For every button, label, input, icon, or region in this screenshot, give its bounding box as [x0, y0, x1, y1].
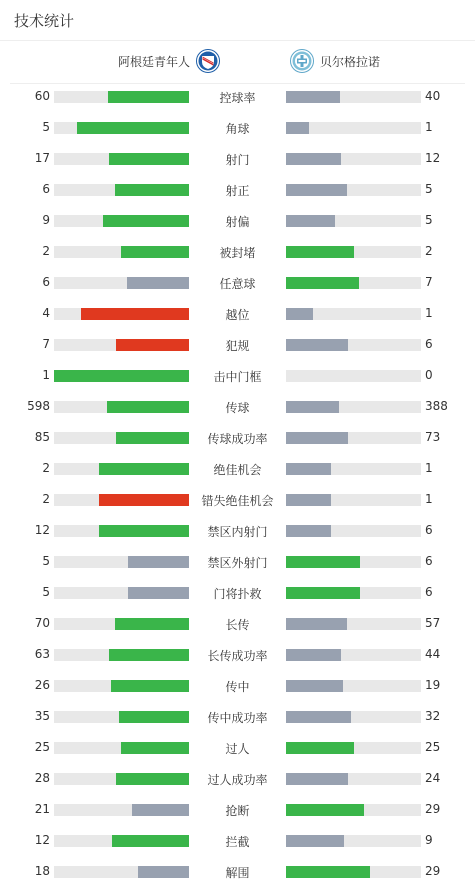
home-stat-value: 28	[34, 771, 50, 785]
home-stat-bar-track	[54, 649, 189, 661]
away-stat-bar-fill	[286, 711, 351, 723]
away-stat-value: 7	[425, 275, 433, 289]
home-stat-value: 7	[42, 337, 50, 351]
page-header	[0, 0, 475, 41]
teams-header	[10, 41, 465, 84]
home-stat-value: 26	[34, 678, 50, 692]
away-stat-value: 12	[425, 151, 441, 165]
stat-name: 击中门框	[213, 370, 262, 384]
away-stat-bar-fill	[286, 153, 341, 165]
home-stat-bar-track	[54, 401, 189, 413]
stat-row	[0, 392, 475, 423]
away-stat-bar-fill	[286, 742, 354, 754]
away-stat-bar-track	[286, 804, 421, 816]
away-stat-bar-track	[286, 122, 421, 134]
home-stat-bar-track	[54, 91, 189, 103]
away-stat-bar-fill	[286, 804, 364, 816]
home-stat-bar-fill	[77, 122, 189, 134]
home-stat-bar-fill	[119, 711, 189, 723]
stat-name: 禁区内射门	[207, 525, 268, 539]
home-stat-value: 2	[42, 461, 50, 475]
stat-row	[0, 826, 475, 857]
away-stat-value: 25	[425, 740, 441, 754]
away-stat-value: 6	[425, 554, 433, 568]
stat-row	[0, 795, 475, 826]
stat-row	[0, 237, 475, 268]
away-stat-bar-fill	[286, 215, 335, 227]
stats-list	[0, 82, 475, 888]
argentinos-juniors-crest-icon	[196, 49, 220, 73]
away-stat-bar-track	[286, 680, 421, 692]
home-stat-value: 18	[34, 864, 50, 878]
home-stat-bar-fill	[107, 401, 189, 413]
away-stat-bar-fill	[286, 525, 331, 537]
away-stat-bar-fill	[286, 277, 359, 289]
stat-row	[0, 702, 475, 733]
away-stat-bar-track	[286, 649, 421, 661]
away-stat-bar-track	[286, 463, 421, 475]
stat-name: 传中	[225, 680, 250, 694]
away-stat-value: 6	[425, 585, 433, 599]
stat-name: 拦截	[225, 835, 250, 849]
home-stat-bar-fill	[116, 432, 189, 444]
stat-name: 角球	[225, 122, 250, 136]
away-stat-bar-track	[286, 742, 421, 754]
away-stat-value: 388	[425, 399, 448, 413]
away-stat-bar-fill	[286, 184, 347, 196]
away-stat-bar-track	[286, 184, 421, 196]
away-stat-bar-track	[286, 835, 421, 847]
stat-name: 长传	[225, 618, 250, 632]
away-stat-bar-track	[286, 370, 421, 382]
home-stat-bar-fill	[103, 215, 189, 227]
home-stat-value: 12	[34, 833, 50, 847]
home-stat-bar-track	[54, 463, 189, 475]
away-stat-bar-track	[286, 494, 421, 506]
home-stat-bar-track	[54, 525, 189, 537]
away-stat-value: 5	[425, 213, 433, 227]
stat-name: 过人成功率	[207, 773, 268, 787]
stat-row	[0, 857, 475, 888]
home-stat-bar-track	[54, 742, 189, 754]
away-stat-bar-track	[286, 277, 421, 289]
stat-row	[0, 454, 475, 485]
belgrano-crest-icon	[290, 49, 314, 73]
home-stat-bar-fill	[99, 494, 189, 506]
away-stat-bar-fill	[286, 866, 370, 878]
stat-row	[0, 733, 475, 764]
away-stat-bar-fill	[286, 556, 360, 568]
page-title: 技术统计	[14, 12, 75, 30]
stat-name: 被封堵	[219, 246, 256, 260]
home-stat-bar-fill	[108, 91, 189, 103]
home-stat-bar-track	[54, 122, 189, 134]
home-stat-value: 12	[34, 523, 50, 537]
away-stat-bar-fill	[286, 494, 331, 506]
away-stat-bar-track	[286, 246, 421, 258]
stat-name: 射门	[225, 153, 250, 167]
home-stat-bar-track	[54, 339, 189, 351]
home-stat-bar-fill	[81, 308, 189, 320]
away-stat-value: 9	[425, 833, 433, 847]
home-stat-value: 9	[42, 213, 50, 227]
away-stat-bar-track	[286, 153, 421, 165]
away-stat-value: 19	[425, 678, 441, 692]
away-stat-value: 40	[425, 89, 441, 103]
home-stat-bar-fill	[109, 649, 189, 661]
stat-row	[0, 206, 475, 237]
home-stat-value: 35	[34, 709, 50, 723]
stat-name: 解围	[225, 866, 250, 880]
home-stat-bar-fill	[128, 587, 189, 599]
away-stat-bar-fill	[286, 432, 348, 444]
home-stat-bar-track	[54, 246, 189, 258]
home-stat-value: 598	[27, 399, 50, 413]
away-stat-bar-track	[286, 401, 421, 413]
home-stat-bar-track	[54, 215, 189, 227]
stat-name: 传球成功率	[207, 432, 268, 446]
stat-name: 犯规	[225, 339, 250, 353]
away-stat-bar-fill	[286, 122, 309, 134]
stat-row	[0, 175, 475, 206]
away-stat-bar-track	[286, 773, 421, 785]
home-stat-value: 6	[42, 182, 50, 196]
stat-name: 射正	[225, 184, 250, 198]
home-stat-bar-fill	[115, 618, 189, 630]
home-stat-bar-track	[54, 432, 189, 444]
home-team-name: 阿根廷青年人	[117, 54, 190, 69]
stat-row	[0, 423, 475, 454]
home-stat-value: 5	[42, 585, 50, 599]
stat-row	[0, 268, 475, 299]
home-stat-bar-fill	[99, 525, 189, 537]
stat-name: 传中成功率	[207, 711, 268, 725]
away-stat-bar-fill	[286, 835, 344, 847]
stat-name: 控球率	[219, 91, 256, 105]
away-stat-bar-fill	[286, 308, 313, 320]
home-stat-bar-fill	[121, 246, 189, 258]
away-stat-bar-track	[286, 866, 421, 878]
home-stat-bar-track	[54, 494, 189, 506]
away-stat-bar-fill	[286, 339, 348, 351]
away-stat-value: 6	[425, 523, 433, 537]
away-stat-bar-fill	[286, 587, 360, 599]
away-stat-bar-track	[286, 587, 421, 599]
home-stat-bar-track	[54, 277, 189, 289]
home-stat-value: 2	[42, 492, 50, 506]
away-stat-value: 6	[425, 337, 433, 351]
stat-row	[0, 299, 475, 330]
home-stat-bar-fill	[115, 184, 189, 196]
stat-name: 门将扑救	[213, 587, 262, 601]
away-stat-bar-fill	[286, 773, 348, 785]
home-stat-bar-fill	[99, 463, 189, 475]
home-stat-value: 63	[34, 647, 50, 661]
away-stat-bar-track	[286, 308, 421, 320]
home-stat-bar-track	[54, 618, 189, 630]
away-stat-bar-fill	[286, 680, 343, 692]
home-stat-bar-track	[54, 308, 189, 320]
away-stat-value: 73	[425, 430, 441, 444]
home-stat-value: 25	[34, 740, 50, 754]
away-stat-bar-fill	[286, 91, 340, 103]
away-stat-value: 29	[425, 802, 441, 816]
home-stat-value: 70	[34, 616, 50, 630]
stat-name: 长传成功率	[207, 649, 268, 663]
stat-row	[0, 82, 475, 113]
stat-row	[0, 609, 475, 640]
home-stat-value: 1	[42, 368, 50, 382]
away-stat-bar-fill	[286, 649, 341, 661]
home-stat-bar-fill	[138, 866, 189, 878]
home-team[interactable]	[118, 49, 220, 73]
home-stat-value: 85	[34, 430, 50, 444]
home-stat-bar-track	[54, 711, 189, 723]
away-team-name: 贝尔格拉诺	[320, 54, 381, 69]
away-stat-value: 1	[425, 120, 433, 134]
home-stat-bar-fill	[127, 277, 189, 289]
stat-name: 传球	[225, 401, 250, 415]
home-stat-value: 21	[34, 802, 50, 816]
away-stat-value: 57	[425, 616, 441, 630]
home-stat-bar-track	[54, 153, 189, 165]
home-stat-value: 60	[34, 89, 50, 103]
stat-row	[0, 516, 475, 547]
away-stat-value: 44	[425, 647, 441, 661]
stat-row	[0, 764, 475, 795]
away-stat-value: 2	[425, 244, 433, 258]
stat-row	[0, 671, 475, 702]
stat-name: 绝佳机会	[213, 463, 262, 477]
home-stat-bar-track	[54, 866, 189, 878]
stat-row	[0, 547, 475, 578]
away-stat-bar-fill	[286, 618, 347, 630]
home-stat-bar-fill	[121, 742, 189, 754]
stat-name: 禁区外射门	[207, 556, 268, 570]
home-stat-bar-fill	[116, 773, 189, 785]
stat-row	[0, 578, 475, 609]
away-stat-bar-fill	[286, 246, 354, 258]
away-stat-value: 1	[425, 306, 433, 320]
stat-row	[0, 113, 475, 144]
away-stat-bar-fill	[286, 401, 339, 413]
away-stat-value: 24	[425, 771, 441, 785]
home-stat-bar-fill	[128, 556, 189, 568]
home-stat-value: 2	[42, 244, 50, 258]
away-stat-bar-track	[286, 618, 421, 630]
away-stat-bar-track	[286, 215, 421, 227]
home-stat-bar-track	[54, 370, 189, 382]
away-stat-value: 5	[425, 182, 433, 196]
home-stat-bar-fill	[54, 370, 189, 382]
home-stat-bar-track	[54, 680, 189, 692]
stat-row	[0, 485, 475, 516]
away-stat-bar-fill	[286, 463, 331, 475]
away-stat-value: 1	[425, 461, 433, 475]
stat-name: 抢断	[225, 804, 250, 818]
home-stat-value: 6	[42, 275, 50, 289]
away-stat-bar-track	[286, 711, 421, 723]
away-stat-bar-track	[286, 525, 421, 537]
stat-name: 射偏	[225, 215, 250, 229]
stat-row	[0, 330, 475, 361]
home-stat-bar-fill	[111, 680, 189, 692]
away-stat-bar-track	[286, 432, 421, 444]
home-stat-bar-track	[54, 804, 189, 816]
stat-row	[0, 144, 475, 175]
home-stat-bar-track	[54, 835, 189, 847]
home-stat-bar-fill	[132, 804, 189, 816]
stat-name: 越位	[225, 308, 250, 322]
home-stat-bar-fill	[116, 339, 189, 351]
home-stat-bar-track	[54, 587, 189, 599]
away-stat-bar-track	[286, 91, 421, 103]
home-stat-value: 17	[34, 151, 50, 165]
away-stat-value: 29	[425, 864, 441, 878]
away-stat-value: 0	[425, 368, 433, 382]
stat-row	[0, 640, 475, 671]
away-stat-value: 1	[425, 492, 433, 506]
away-stat-value: 32	[425, 709, 441, 723]
home-stat-value: 5	[42, 554, 50, 568]
stat-name: 错失绝佳机会	[201, 494, 274, 508]
away-team[interactable]	[290, 49, 380, 73]
stat-row	[0, 361, 475, 392]
home-stat-bar-track	[54, 184, 189, 196]
home-stat-bar-track	[54, 773, 189, 785]
home-stat-bar-fill	[109, 153, 189, 165]
stat-name: 任意球	[219, 277, 256, 291]
stat-name: 过人	[225, 742, 250, 756]
away-stat-bar-track	[286, 556, 421, 568]
home-stat-bar-fill	[112, 835, 189, 847]
home-stat-bar-track	[54, 556, 189, 568]
away-stat-bar-track	[286, 339, 421, 351]
home-stat-value: 4	[42, 306, 50, 320]
home-stat-value: 5	[42, 120, 50, 134]
